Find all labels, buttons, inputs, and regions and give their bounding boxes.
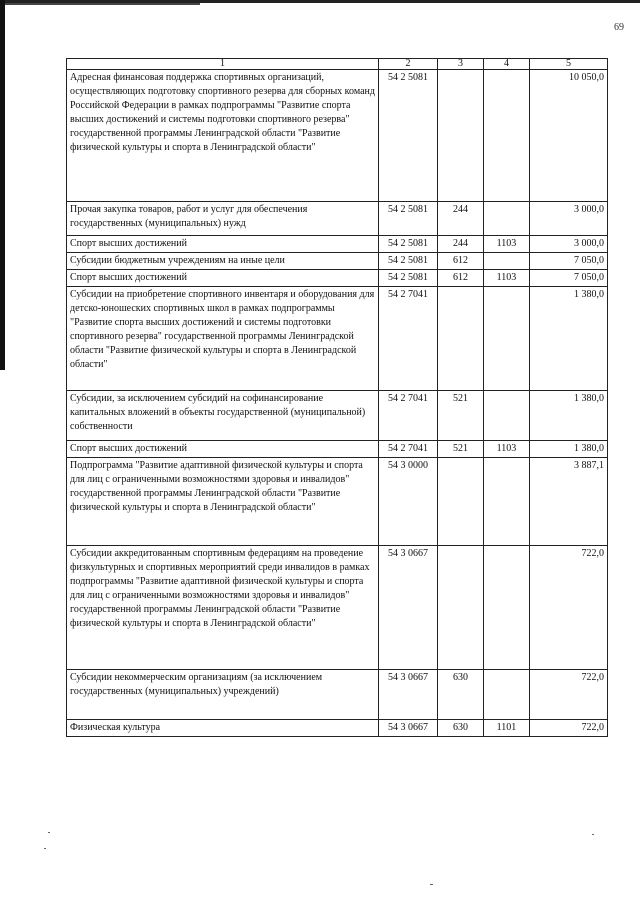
row-expense-type: [438, 458, 484, 546]
row-section-code: 1103: [484, 236, 530, 253]
row-target-code: 54 2 7041: [379, 391, 438, 441]
row-expense-type: 612: [438, 253, 484, 270]
row-name: Адресная финансовая поддержка спортивных организаций, осуществляющих подготовку спортивного резерва для сборных команд Российской Федерации в рамках подпрограммы "Развитие спорта высших достижений и системы подготовки спортивного резерва" государственной программы Ленинградской области "Развитие физической культуры и спорта в Ленинградской области": [67, 70, 379, 202]
row-section-code: [484, 202, 530, 236]
row-name: Прочая закупка товаров, работ и услуг для обеспечения государственных (муниципальных) нужд: [67, 202, 379, 236]
row-amount: 722,0: [530, 720, 608, 737]
row-expense-type: 630: [438, 670, 484, 720]
row-target-code: 54 2 5081: [379, 270, 438, 287]
row-name: Спорт высших достижений: [67, 441, 379, 458]
row-target-code: 54 2 5081: [379, 253, 438, 270]
row-name: Субсидии на приобретение спортивного инвентаря и оборудования для детско-юношеских спортивных школ в рамках подпрограммы "Развитие спорта высших достижений и системы подготовки спортивного резерва" государственной программы Ленинградской области "Развитие физической культуры и спорта в Ленинградской области": [67, 287, 379, 391]
row-expense-type: [438, 546, 484, 670]
row-amount: 722,0: [530, 546, 608, 670]
scan-speck: [592, 834, 594, 835]
row-target-code: 54 2 5081: [379, 202, 438, 236]
row-name: Спорт высших достижений: [67, 236, 379, 253]
row-expense-type: 244: [438, 202, 484, 236]
row-amount: 3 000,0: [530, 236, 608, 253]
row-amount: 3 887,1: [530, 458, 608, 546]
header-col-5: 5: [530, 59, 608, 70]
row-amount: 7 050,0: [530, 270, 608, 287]
row-section-code: [484, 670, 530, 720]
row-amount: 722,0: [530, 670, 608, 720]
row-name: Субсидии бюджетным учреждениям на иные цели: [67, 253, 379, 270]
row-amount: 1 380,0: [530, 441, 608, 458]
table-row: [67, 236, 608, 253]
scan-left-border: [0, 0, 5, 370]
row-name: Физическая культура: [67, 720, 379, 737]
row-section-code: 1103: [484, 441, 530, 458]
header-col-2: 2: [379, 59, 438, 70]
table-row: [67, 270, 608, 287]
scan-speck: [44, 848, 46, 849]
row-target-code: 54 2 5081: [379, 70, 438, 202]
row-section-code: [484, 253, 530, 270]
row-expense-type: [438, 70, 484, 202]
table-row: [67, 253, 608, 270]
table-row: [67, 70, 608, 202]
table-row: [67, 391, 608, 441]
row-expense-type: 612: [438, 270, 484, 287]
row-target-code: 54 2 5081: [379, 236, 438, 253]
header-col-3: 3: [438, 59, 484, 70]
row-amount: 3 000,0: [530, 202, 608, 236]
row-target-code: 54 3 0000: [379, 458, 438, 546]
table-row: [67, 458, 608, 546]
header-col-4: 4: [484, 59, 530, 70]
row-expense-type: [438, 287, 484, 391]
row-section-code: [484, 546, 530, 670]
row-expense-type: 244: [438, 236, 484, 253]
table-row: [67, 202, 608, 236]
row-section-code: [484, 391, 530, 441]
row-name: Субсидии, за исключением субсидий на софинансирование капитальных вложений в объекты государственной (муниципальной) собственности: [67, 391, 379, 441]
table-row: [67, 441, 608, 458]
row-amount: 7 050,0: [530, 253, 608, 270]
budget-table: [66, 58, 608, 737]
row-target-code: 54 2 7041: [379, 441, 438, 458]
row-section-code: 1103: [484, 270, 530, 287]
row-name: Спорт высших достижений: [67, 270, 379, 287]
row-target-code: 54 3 0667: [379, 720, 438, 737]
row-section-code: [484, 458, 530, 546]
table-row: [67, 546, 608, 670]
row-section-code: [484, 70, 530, 202]
row-section-code: 1101: [484, 720, 530, 737]
table-row: [67, 720, 608, 737]
row-amount: 1 380,0: [530, 391, 608, 441]
table-row: [67, 287, 608, 391]
scan-speck: [48, 832, 50, 833]
row-name: Субсидии некоммерческим организациям (за исключением государственных (муниципальных) учреждений): [67, 670, 379, 720]
scan-top-border-shadow: [0, 3, 200, 5]
table-header-row: [67, 59, 608, 70]
row-expense-type: 521: [438, 441, 484, 458]
header-col-1: 1: [67, 59, 379, 70]
row-section-code: [484, 287, 530, 391]
row-name: Подпрограмма "Развитие адаптивной физической культуры и спорта для лиц с ограниченными возможностями здоровья и инвалидов" государственной программы Ленинградской области "Развитие физической культуры и спорта в Ленинградской области": [67, 458, 379, 546]
row-target-code: 54 3 0667: [379, 546, 438, 670]
page-number: 69: [614, 22, 624, 33]
row-name: Субсидии аккредитованным спортивным федерациям на проведение физкультурных и спортивных мероприятий среди инвалидов в рамках подпрограммы "Развитие адаптивной физической культуры и спорта для лиц с ограниченными возможностями здоровья и инвалидов" государственной программы Ленинградской области "Развитие физической культуры и спорта в Ленинградской области": [67, 546, 379, 670]
row-expense-type: 630: [438, 720, 484, 737]
row-amount: 10 050,0: [530, 70, 608, 202]
row-expense-type: 521: [438, 391, 484, 441]
scan-speck: [430, 884, 433, 885]
row-target-code: 54 3 0667: [379, 670, 438, 720]
row-amount: 1 380,0: [530, 287, 608, 391]
table-row: [67, 670, 608, 720]
row-target-code: 54 2 7041: [379, 287, 438, 391]
